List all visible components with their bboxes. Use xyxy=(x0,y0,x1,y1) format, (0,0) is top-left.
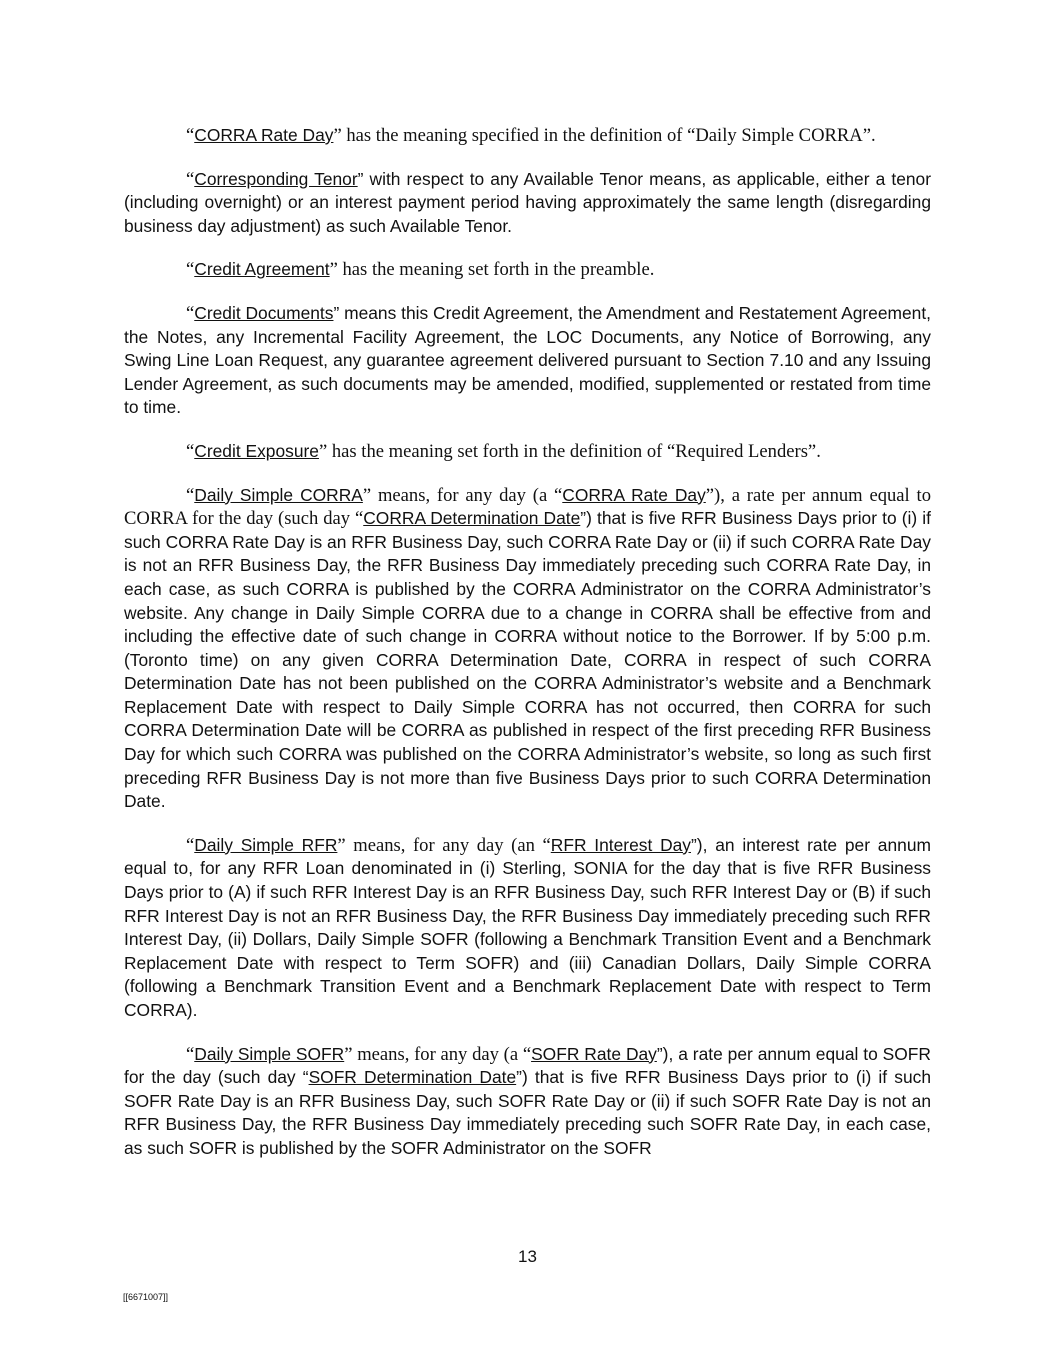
defined-term: CORRA Rate Day xyxy=(194,125,334,145)
definition-text: ”), a rate per annum equal to CORRA for the day (such day “ xyxy=(124,484,931,530)
page-number: 13 xyxy=(518,1247,537,1266)
open-quote: “ xyxy=(186,259,195,281)
definition-credit-agreement xyxy=(124,258,931,282)
open-quote: “ xyxy=(186,168,195,190)
definition-text: ” has the meaning specified in the definition of “Daily Simple CORRA”. xyxy=(333,125,876,146)
definition-corresponding-tenor xyxy=(124,168,931,239)
defined-term: RFR Interest Day xyxy=(550,834,691,855)
document-id: [[6671007]] xyxy=(123,1292,169,1302)
open-quote: “ xyxy=(186,834,195,856)
definition-text: ” has the meaning set forth in the preamble. xyxy=(329,259,655,281)
definition-text: ” with respect to any Available Tenor means, as applicable, either a tenor (including overnight) or an interest payment period having approximately the same length (disregarding business day adjustment) as such Available Tenor. xyxy=(124,168,931,236)
definition-text: ” means, for any day (a “ xyxy=(362,484,563,506)
defined-term: SOFR Determination Date xyxy=(308,1067,517,1088)
open-quote: “ xyxy=(186,125,195,146)
definition-corra-rate-day xyxy=(124,124,931,148)
defined-term: Daily Simple CORRA xyxy=(194,484,363,505)
definition-text: ”) that is five RFR Business Days prior to (i) if such SOFR Rate Day is an RFR Business Day, such SOFR Rate Day or (ii) if such SOFR Rate Day is not an RFR Business Day, the RFR Business Day immediately preceding such SOFR Rate Day, in each case, as such SOFR is published by the SOFR Administrator on the SOFR xyxy=(124,1067,931,1158)
open-quote: “ xyxy=(186,484,195,506)
defined-term: Corresponding Tenor xyxy=(194,168,358,189)
definition-text: ” has the meaning set forth in the definition of “Required Lenders”. xyxy=(318,440,821,462)
defined-term: Credit Exposure xyxy=(194,440,319,461)
defined-term: Daily Simple SOFR xyxy=(194,1043,345,1064)
definition-text: ” means, for any day (a “ xyxy=(344,1043,532,1065)
defined-term: Credit Agreement xyxy=(194,259,330,280)
defined-term: Credit Documents xyxy=(194,302,334,323)
definition-text: ”), an interest rate per annum equal to, for any RFR Loan denominated in (i) Sterling, SONIA for the day that is five RFR Business Days prior to (A) if such RFR Interest Day is an RFR Business Day, such RFR Interest Day or (B) if such RFR Interest Day is not an RFR Business Day, the RFR Business Day immediately preceding such RFR Interest Day, (ii) Dollars, Daily Simple SOFR (following a Benchmark Transition Event and a Benchmark Replacement Date with respect to Term SOFR) and (iii) Canadian Dollars, Daily Simple CORRA (following a Benchmark Transition Event and a Benchmark Replacement Date with respect to Term CORRA). xyxy=(124,834,931,1020)
definition-credit-exposure xyxy=(124,440,931,464)
definition-text: ”) that is five RFR Business Days prior to (i) if such CORRA Rate Day is an RFR Business Day, such CORRA Rate Day or (ii) if such CORRA Rate Day is not an RFR Business Day, the RFR Business Day immediately preceding such CORRA Rate Day, in each case, as such CORRA is published by the CORRA Administrator on the CORRA Administrator’s website. Any change in Daily Simple CORRA due to a change in CORRA shall be effective from and including the effective date of such change in CORRA without notice to the Borrower. If by 5:00 p.m. (Toronto time) on any given CORRA Determination Date, CORRA in respect of such CORRA Determination Date has not been published on the CORRA Administrator’s website and a Benchmark Replacement Date with respect to Daily Simple CORRA has not occurred, then CORRA for such CORRA Determination Date will be CORRA as published in respect of the first preceding RFR Business Day for which such CORRA was published on the CORRA Administrator’s website, so long as such first preceding RFR Business Day is not more than five Business Days prior to such CORRA Determination Date. xyxy=(124,508,931,812)
definition-daily-simple-sofr xyxy=(124,1043,931,1161)
document-page xyxy=(124,124,931,1181)
defined-term: CORRA Determination Date xyxy=(363,508,581,529)
definition-credit-documents xyxy=(124,302,931,420)
defined-term: SOFR Rate Day xyxy=(531,1043,657,1064)
definition-text: ”), a rate per annum equal to SOFR for the day (such day “ xyxy=(124,1043,931,1088)
defined-term: CORRA Rate Day xyxy=(562,484,706,505)
open-quote: “ xyxy=(186,1043,195,1065)
definition-daily-simple-corra xyxy=(124,484,931,814)
open-quote: “ xyxy=(186,302,195,324)
definition-text: ” means, for any day (an “ xyxy=(337,834,551,856)
defined-term: Daily Simple RFR xyxy=(194,834,338,855)
definition-daily-simple-rfr xyxy=(124,834,931,1023)
definition-text: ” means this Credit Agreement, the Amendment and Restatement Agreement, the Notes, any Incremental Facility Agreement, the LOC Documents, any Notice of Borrowing, any Swing Line Loan Request, any guarantee agreement delivered pursuant to Section 7.10 and any Issuing Lender Agreement, as such documents may be amended, modified, supplemented or restated from time to time. xyxy=(124,302,931,418)
open-quote: “ xyxy=(186,440,195,462)
